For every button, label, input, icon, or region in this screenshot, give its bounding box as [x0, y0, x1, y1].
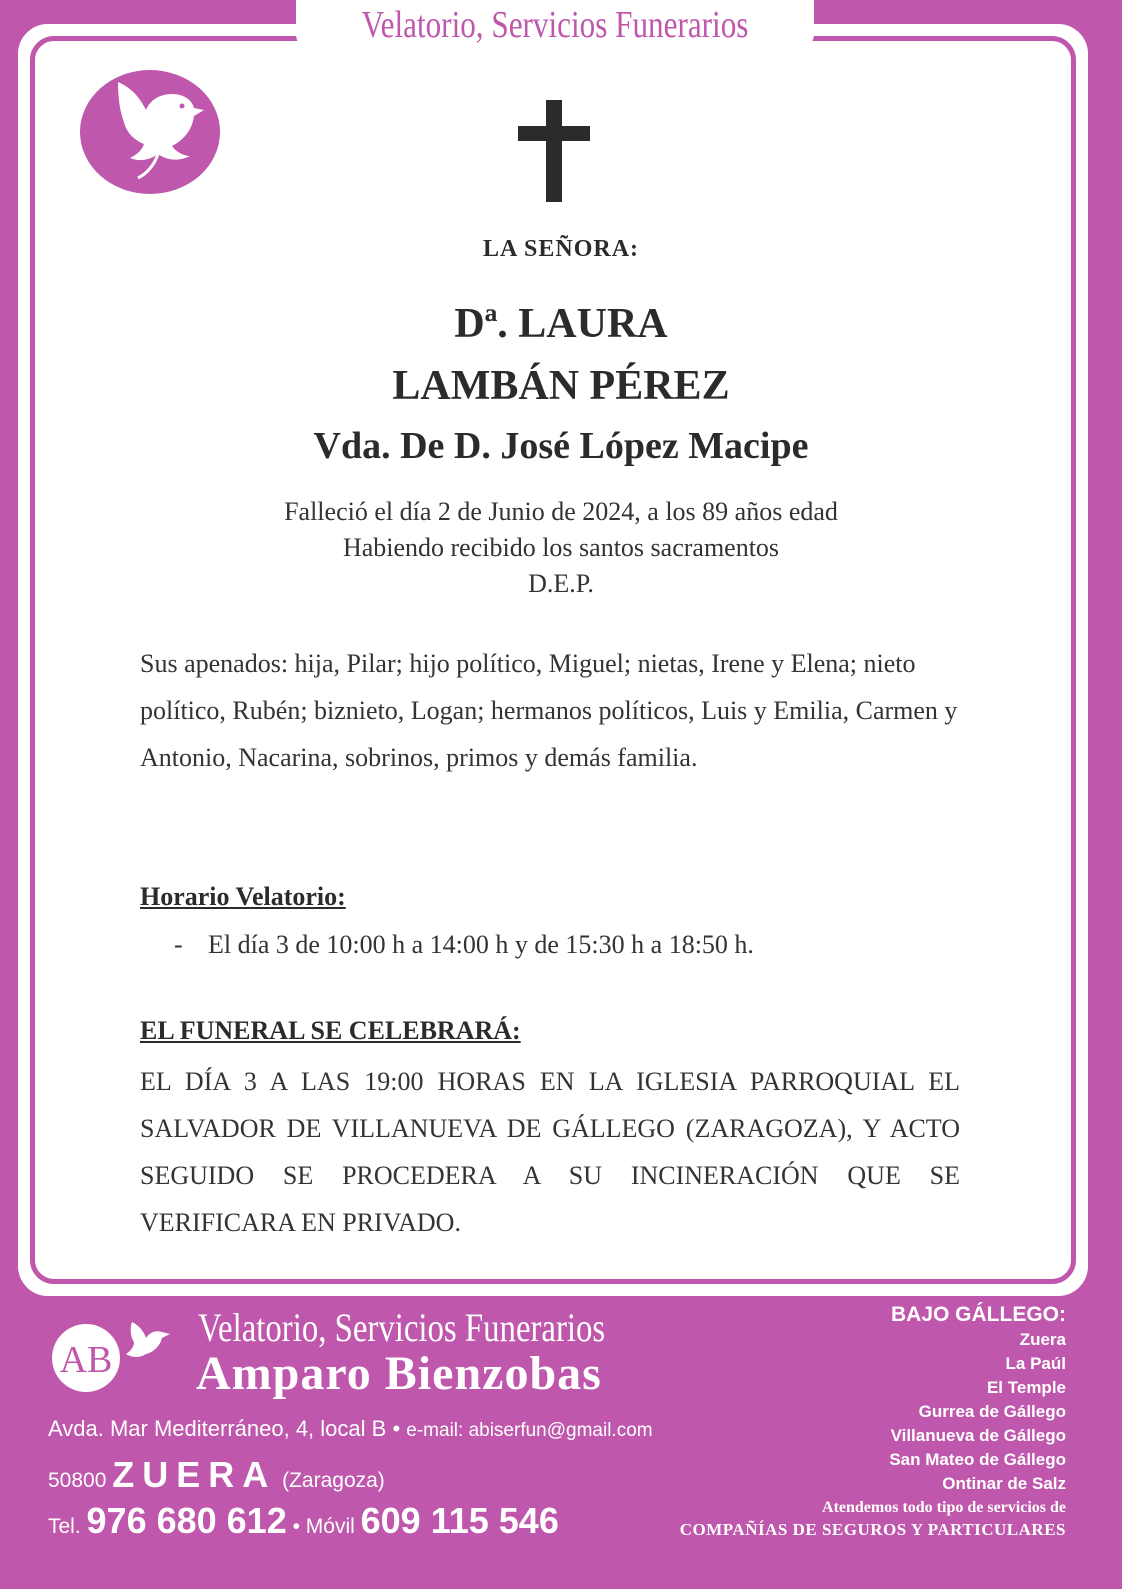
- deceased-name-first: Dª. LAURA: [454, 301, 668, 347]
- services-line-1: Atendemos todo tipo de servicios de: [822, 1499, 1066, 1516]
- town-item: El Temple: [986, 1378, 1066, 1397]
- death-info: [0, 494, 1122, 602]
- postal-code: 50800: [48, 1469, 107, 1492]
- town-item: San Mateo de Gállego: [889, 1450, 1066, 1469]
- services-note: [680, 1498, 1066, 1542]
- company-city: [48, 1454, 385, 1496]
- company-phones: [48, 1500, 559, 1542]
- tel-number: 976 680 612: [86, 1500, 287, 1541]
- company-address: [48, 1416, 653, 1442]
- company-name: Amparo Bienzobas: [196, 1347, 602, 1400]
- mourners-paragraph: Sus apenados: hija, Pilar; hijo político, Miguel; nietas, Irene y Elena; nieto político, Rubén; biznieto, Logan; hermanos políticos, Luis y Emilia, Carmen y Antonio, Nacarina, sobrinos, primos y demás familia.: [140, 649, 958, 772]
- town-item: La Paúl: [1005, 1354, 1066, 1373]
- company-logo: [46, 1314, 176, 1394]
- mobile-label: Móvil: [305, 1515, 355, 1538]
- honorific: LA SEÑORA:: [482, 236, 640, 262]
- town-item: Ontinar de Salz: [942, 1474, 1066, 1493]
- services-line-2: COMPAÑÍAS DE SEGUROS Y PARTICULARES: [679, 1520, 1066, 1539]
- dove-icon: [80, 70, 220, 194]
- town-item: Gurrea de Gállego: [918, 1402, 1066, 1421]
- footer-title: Velatorio, Servicios Funerarios: [198, 1305, 606, 1350]
- deceased-name-surnames: LAMBÁN PÉREZ: [392, 363, 730, 409]
- header-banner: [296, 0, 814, 52]
- death-date-line: Falleció el día 2 de Junio de 2024, a los 89 años edad: [284, 497, 838, 526]
- service-area: [889, 1302, 1066, 1496]
- city-name: ZUERA: [112, 1454, 277, 1495]
- wake-schedule: [174, 930, 754, 960]
- logo-letters: AB: [59, 1339, 113, 1381]
- widow-of: Vda. De D. José López Macipe: [313, 425, 809, 467]
- company-footer: [0, 1296, 1122, 1589]
- rip-line: D.E.P.: [528, 569, 594, 598]
- list-dash: -: [174, 930, 183, 959]
- address-text: Avda. Mar Mediterráneo, 4, local B: [48, 1416, 387, 1441]
- town-item: Villanueva de Gállego: [890, 1426, 1066, 1445]
- sacraments-line: Habiendo recibido los santos sacramentos: [342, 533, 780, 562]
- wake-heading: Horario Velatorio:: [140, 882, 346, 911]
- header-banner-text: Velatorio, Servicios Funerarios: [361, 4, 749, 46]
- bullet-separator: •: [292, 1515, 300, 1538]
- cross-icon: [518, 100, 590, 202]
- town-item: Zuera: [1019, 1330, 1066, 1349]
- mobile-number: 609 115 546: [360, 1500, 559, 1541]
- funeral-paragraph: EL DÍA 3 A LAS 19:00 HORAS EN LA IGLESIA PARROQUIAL EL SALVADOR DE VILLANUEVA DE GÁLLEGO (ZARAGOZA), Y ACTO SEGUIDO SE PROCEDERA A SU INCINERACIÓN QUE SE VERIFICARA EN PRIVADO.: [140, 1067, 960, 1237]
- funeral-heading: EL FUNERAL SE CELEBRARÁ:: [140, 1016, 521, 1045]
- province-name: (Zaragoza): [282, 1469, 385, 1492]
- tel-label: Tel.: [48, 1515, 81, 1538]
- region-title: BAJO GÁLLEGO:: [890, 1303, 1066, 1326]
- logo-dove-icon: [126, 1322, 170, 1357]
- wake-schedule-text: El día 3 de 10:00 h a 14:00 h y de 15:30 h a 18:50 h.: [208, 930, 754, 959]
- bullet-separator: •: [392, 1416, 401, 1441]
- email-text: e-mail: abiserfun@gmail.com: [406, 1420, 653, 1441]
